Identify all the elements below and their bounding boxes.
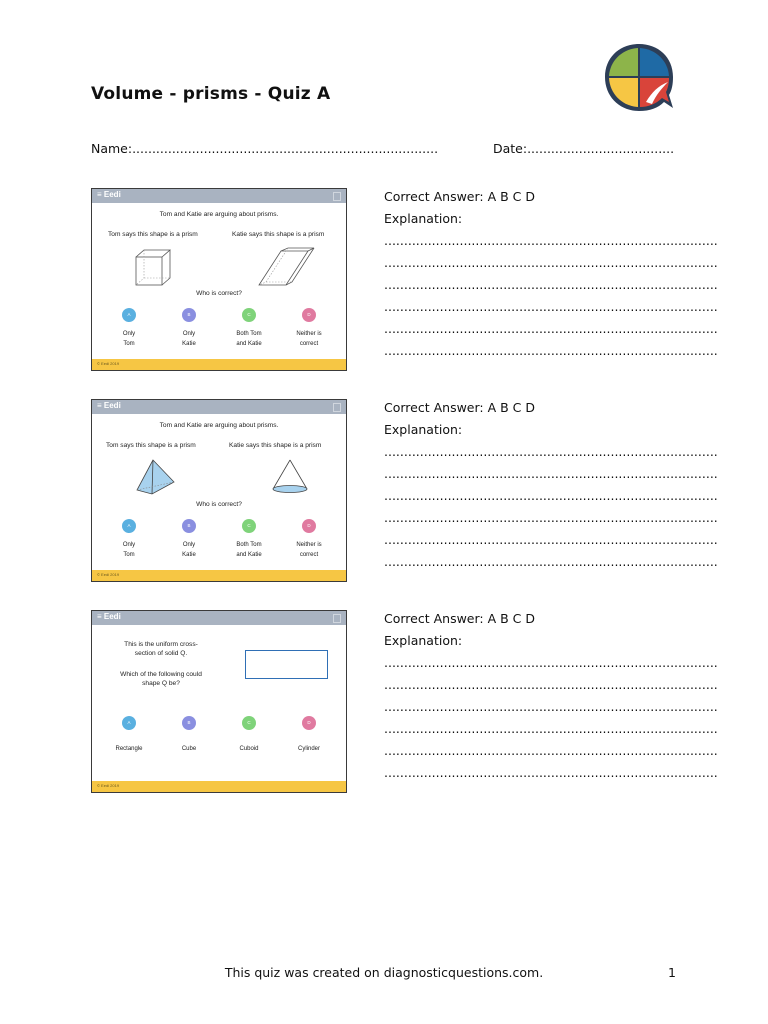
question-intro-line: shape Q be?: [142, 680, 180, 687]
explanation-line[interactable]: ....................................................................................: [384, 444, 718, 459]
explanation-line[interactable]: ....................................................................................: [384, 743, 718, 758]
explanation-line[interactable]: ....................................................................................: [384, 554, 718, 569]
option-c-label: Both Tom and Katie: [236, 331, 262, 347]
explanation-line[interactable]: ....................................................................................: [384, 510, 718, 525]
correct-answer-choices[interactable]: Correct Answer: A B C D: [384, 189, 536, 204]
cone-shape: [270, 458, 310, 496]
left-claim: Tom says this shape is a prism: [108, 231, 198, 238]
explanation-line[interactable]: ....................................................................................: [384, 343, 718, 358]
option-c-button[interactable]: C: [242, 716, 256, 730]
option-d-button[interactable]: D: [302, 519, 316, 533]
option-d-button[interactable]: D: [302, 716, 316, 730]
option-c-label: Both Tom and Katie: [236, 542, 262, 558]
slide-footer-bar: [92, 781, 346, 792]
question-slide-3: [91, 610, 347, 793]
explanation-line[interactable]: ....................................................................................: [384, 233, 718, 248]
slide-footer-bar: [92, 359, 346, 370]
page-title: Volume - prisms - Quiz A: [91, 84, 331, 104]
explanation-line[interactable]: ....................................................................................: [384, 765, 718, 780]
slide-footer-bar: [92, 570, 346, 581]
name-field[interactable]: Name:.............................................................................: [91, 141, 439, 156]
diagnostic-questions-logo: [602, 42, 676, 114]
expand-icon: [333, 403, 341, 412]
expand-icon: [333, 192, 341, 201]
option-d-button[interactable]: D: [302, 308, 316, 322]
option-d-label: Neither is correct: [296, 331, 322, 347]
question-intro-line: section of solid Q.: [134, 650, 188, 657]
option-d-label: Neither is correct: [296, 542, 322, 558]
eedi-brand: ≡ Eedi: [97, 612, 121, 621]
left-claim: Tom says this shape is a prism: [106, 442, 196, 449]
explanation-label: Explanation:: [384, 211, 463, 226]
question-slide-2: [91, 399, 347, 582]
slide-copyright: © Eedi 2019: [97, 361, 120, 366]
explanation-line[interactable]: ....................................................................................: [384, 321, 718, 336]
option-c-button[interactable]: C: [242, 308, 256, 322]
eedi-brand: ≡ Eedi: [97, 190, 121, 199]
slide-copyright: © Eedi 2019: [97, 572, 120, 577]
question-intro-line: Which of the following could: [120, 671, 202, 678]
option-a-button[interactable]: A: [122, 308, 136, 322]
footer-note: This quiz was created on diagnosticquestions.com.: [224, 965, 544, 980]
option-b-button[interactable]: B: [182, 716, 196, 730]
slanted-prism-shape: [256, 247, 316, 289]
correct-answer-choices[interactable]: Correct Answer: A B C D: [384, 611, 536, 626]
question-slide-1: [91, 188, 347, 371]
explanation-label: Explanation:: [384, 422, 463, 437]
question-prompt: Who is correct?: [196, 290, 242, 297]
slide-header-bar: [92, 189, 346, 203]
slide-header-bar: [92, 400, 346, 414]
question-intro: Tom and Katie are arguing about prisms.: [159, 422, 279, 429]
rectangle-cross-section: [245, 650, 328, 679]
right-claim: Katie says this shape is a prism: [232, 231, 325, 238]
cuboid-shape: [132, 247, 172, 289]
explanation-line[interactable]: ....................................................................................: [384, 655, 718, 670]
answer-block-1: [384, 189, 718, 365]
option-b-label: Cube: [181, 746, 197, 752]
question-intro: Tom and Katie are arguing about prisms.: [159, 211, 279, 218]
explanation-label: Explanation:: [384, 633, 463, 648]
question-intro-line: This is the uniform cross-: [124, 641, 198, 648]
option-a-button[interactable]: A: [122, 519, 136, 533]
date-field[interactable]: Date:.....................................: [493, 141, 675, 156]
explanation-line[interactable]: ....................................................................................: [384, 677, 718, 692]
explanation-line[interactable]: ....................................................................................: [384, 299, 718, 314]
explanation-line[interactable]: ....................................................................................: [384, 532, 718, 547]
option-a-label: Only Tom: [122, 331, 136, 347]
option-a-button[interactable]: A: [122, 716, 136, 730]
page-number: 1: [668, 965, 676, 980]
option-c-label: Cuboid: [239, 746, 259, 752]
answer-block-3: [384, 611, 718, 787]
option-a-label: Only Tom: [122, 542, 136, 558]
pyramid-shape: [134, 458, 178, 496]
right-claim: Katie says this shape is a prism: [229, 442, 322, 449]
explanation-line[interactable]: ....................................................................................: [384, 277, 718, 292]
slide-header-bar: [92, 611, 346, 625]
explanation-line[interactable]: ....................................................................................: [384, 466, 718, 481]
correct-answer-choices[interactable]: Correct Answer: A B C D: [384, 400, 536, 415]
option-a-label: Rectangle: [115, 746, 143, 752]
answer-block-2: [384, 400, 718, 576]
option-b-button[interactable]: B: [182, 308, 196, 322]
option-b-label: Only Katie: [182, 542, 196, 558]
question-prompt: Who is correct?: [196, 501, 242, 508]
explanation-line[interactable]: ....................................................................................: [384, 699, 718, 714]
eedi-brand: ≡ Eedi: [97, 401, 121, 410]
explanation-line[interactable]: ....................................................................................: [384, 255, 718, 270]
option-d-label: Cylinder: [297, 746, 320, 752]
option-b-button[interactable]: B: [182, 519, 196, 533]
option-c-button[interactable]: C: [242, 519, 256, 533]
expand-icon: [333, 614, 341, 623]
explanation-line[interactable]: ....................................................................................: [384, 488, 718, 503]
explanation-line[interactable]: ....................................................................................: [384, 721, 718, 736]
option-b-label: Only Katie: [182, 331, 196, 347]
slide-copyright: © Eedi 2019: [97, 783, 120, 788]
